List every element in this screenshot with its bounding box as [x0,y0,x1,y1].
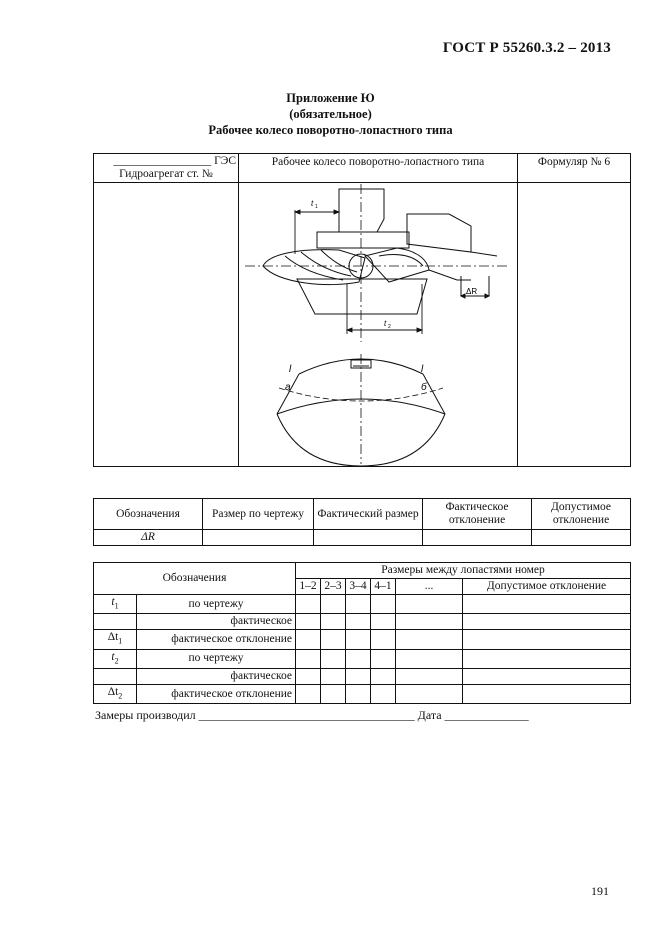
right-blade-edge [379,254,423,266]
table-row [94,668,631,684]
t2-symbol [94,649,137,668]
t2-desc: фактическое [137,614,296,630]
table-row [94,630,631,649]
t2-cell[interactable] [296,614,321,630]
t1-h-actual-size: Фактический размер [314,499,423,530]
sym-sub: 1 [114,601,119,611]
table-row [94,614,631,630]
blade-distance-table [93,562,631,704]
station-blank[interactable]: _________________ ГЭС [113,155,236,167]
t2-cell[interactable] [463,630,631,649]
right-blade-top [407,214,471,252]
document-code: ГОСТ Р 55260.3.2 – 2013 [442,40,611,56]
t2-cell[interactable] [396,630,463,649]
t2-cell[interactable] [346,595,371,614]
t2-h-group: Размеры между лопастями номер [296,563,631,579]
unit-number-label: Гидроагрегат ст. № [119,168,213,180]
label-l-left: l [289,363,292,375]
empty-right-cell [518,183,631,467]
t2-cell[interactable] [463,649,631,668]
t2-cell[interactable] [346,668,371,684]
t2-cell[interactable] [346,684,371,703]
t2-h-more: ... [396,579,463,595]
formular-cell [518,154,631,183]
t2-cell[interactable] [463,684,631,703]
page-number: 191 [591,884,609,898]
t2-symbol [94,630,137,649]
t2-h-34: 3–4 [346,579,371,595]
t2-h-12: 1–2 [296,579,321,595]
formular-label: Формуляр № 6 [537,156,611,168]
t2-desc: фактическое отклонение [137,630,296,649]
t1-sub: 1 [315,203,318,210]
t2-cell[interactable] [463,614,631,630]
t2-cell[interactable] [321,630,346,649]
t2-desc: по чертежу [137,649,296,668]
t2-cell[interactable] [296,684,321,703]
t2-desc: фактическое [137,668,296,684]
sym: t [111,650,115,663]
appendix-status: (обязательное) [289,107,372,121]
t2-cell[interactable] [296,649,321,668]
t2-desc: по чертежу [137,595,296,614]
t1-cell[interactable] [423,530,532,546]
sym-sub: 2 [114,655,119,665]
t2-cell[interactable] [371,630,396,649]
t2-h-23: 2–3 [321,579,346,595]
t1-symbol-dR: ΔR [94,530,203,546]
sym-sub: 2 [118,691,123,701]
t2-symbol [94,614,137,630]
sym: Δt [107,631,119,644]
t2-cell[interactable] [321,649,346,668]
t2-cell[interactable] [321,684,346,703]
t2-symbol [94,595,137,614]
t2-cell[interactable] [396,595,463,614]
t2-cell[interactable] [463,595,631,614]
appendix-subject: Рабочее колесо поворотно-лопастного типа [208,123,453,137]
t2-symbol [94,684,137,703]
sym: Δt [107,685,119,698]
sym-sub: 1 [118,636,123,646]
t2-desc: фактическое отклонение [137,684,296,703]
t1-cell[interactable] [203,530,314,546]
runner-type-label: Рабочее колесо поворотно-лопастного типа [271,156,485,168]
label-l-right: l [421,363,424,375]
t2-cell[interactable] [346,649,371,668]
runner-form-table [93,153,631,467]
t2-cell[interactable] [371,595,396,614]
appendix-title: Приложение Ю [286,91,375,105]
t2-cell[interactable] [321,668,346,684]
t2-h-41: 4–1 [371,579,396,595]
t2-cell[interactable] [371,649,396,668]
t2-cell[interactable] [296,668,321,684]
measured-by-line[interactable]: Замеры производил ____________________________________ Дата ______________ [95,708,529,722]
t1-label: t [311,198,314,208]
runner-type-cell [239,154,518,183]
empty-left-cell [94,183,239,467]
delta-r-label: ΔR [466,286,478,296]
t2-cell[interactable] [371,668,396,684]
t1-h-symbol: Обозначения [94,499,203,530]
hub-flange [317,232,409,248]
right-blade [365,248,429,282]
table-row [94,595,631,614]
station-cell [94,154,239,183]
t2-cell[interactable] [371,614,396,630]
t2-cell[interactable] [396,668,463,684]
t1-h-drawing-size: Размер по чертежу [203,499,314,530]
table-row [94,649,631,668]
t1-cell[interactable] [314,530,423,546]
t2-symbol [94,668,137,684]
t1-h-actual-dev: Фактическое отклонение [423,499,532,530]
t2-cell[interactable] [321,595,346,614]
t2-h-allowed: Допустимое отклонение [463,579,631,595]
t2-cell[interactable] [346,630,371,649]
table-row [94,684,631,703]
sym: t [111,596,115,608]
t2-cell[interactable] [463,668,631,684]
t2-h-symbols: Обозначения [94,563,296,595]
t2-cell[interactable] [296,630,321,649]
hub-shaft [339,189,384,232]
runner-drawing [239,184,517,466]
drawing-cell [239,183,518,467]
t2-sub: 2 [388,323,391,330]
t2-cell[interactable] [296,595,321,614]
t2-cell[interactable] [371,684,396,703]
t1-cell[interactable] [532,530,631,546]
t2-cell[interactable] [346,614,371,630]
table-row [94,530,631,546]
t2-cell[interactable] [321,614,346,630]
t2-cell[interactable] [396,649,463,668]
t2-label: t [384,318,387,328]
label-b: б [421,381,427,393]
delta-r-table [93,498,631,546]
t2-cell[interactable] [396,684,463,703]
label-a: а [285,381,291,393]
t1-h-allowed-dev: Допустимое отклонение [532,499,631,530]
t2-cell[interactable] [396,614,463,630]
